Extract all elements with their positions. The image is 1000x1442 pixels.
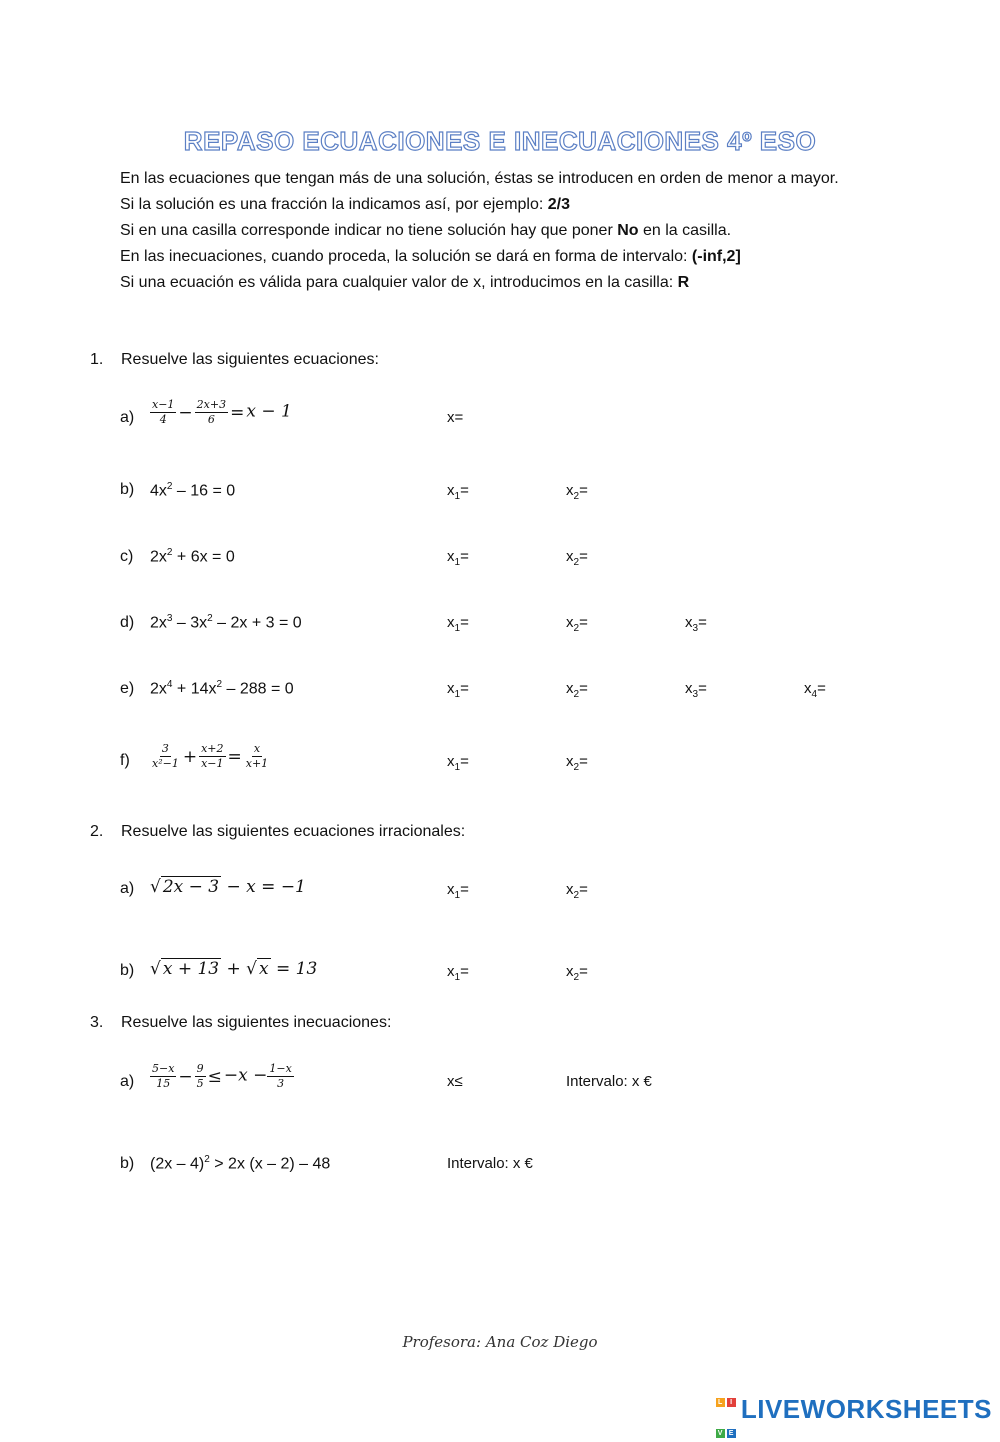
intro-line-4: En las inecuaciones, cuando proceda, la solución se dará en forma de intervalo: (-inf,2] [120,248,741,265]
item-2a-label: a) [120,880,135,897]
equation-1c: $2x^2 + 6x = 0$ [150,547,235,566]
item-3b-label: b) [120,1155,135,1172]
page-title: REPASO ECUACIONES E INECUACIONES 4º ESO [183,126,817,156]
intro-line-2: Si la solución es una fracción la indicamos así, por ejemplo: 2/3 [120,196,571,213]
answer-2b-x2[interactable]: $x_2=$ [566,963,588,983]
answer-1f-x2[interactable]: $x_2=$ [566,753,588,773]
item-2b-label: b) [120,962,135,979]
answer-1e-x4[interactable]: $x_4=$ [804,680,826,700]
item-1b-label: b) [120,481,135,498]
answer-1e-x2[interactable]: $x_2=$ [566,680,588,700]
answer-2b-x1[interactable]: $x_1=$ [447,963,469,983]
answer-1b-x2[interactable]: $x_2=$ [566,482,588,502]
answer-1c-x2[interactable]: $x_2=$ [566,548,588,568]
liveworksheets-brand: L I V ELIVEWORKSHEETS [715,1380,992,1442]
section-1-title: Resuelve las siguientes ecuaciones: [121,351,379,368]
answer-2a-x1[interactable]: $x_1=$ [447,881,469,901]
intro-line-1: En las ecuaciones que tengan más de una solución, éstas se introducen en orden de menor a mayor. [120,170,839,187]
answer-1b-x1[interactable]: $x_1=$ [447,482,469,502]
section-2-title: Resuelve las siguientes ecuaciones irracionales: [121,823,466,840]
teacher-signature: Profesora: Ana Coz Diego [402,1333,598,1351]
equation-1d: $2x^3 - 3x^2 - 2x + 3 = 0$ [150,613,302,632]
answer-1e-x1[interactable]: $x_1=$ [447,680,469,700]
section-3-title: Resuelve las siguientes inecuaciones: [121,1014,392,1031]
answer-2a-x2[interactable]: $x_2=$ [566,881,588,901]
answer-1d-x1[interactable]: $x_1=$ [447,614,469,634]
section-2-number: 2. [90,823,104,840]
equation-2a: √ 2x − 3 − x = −1 [150,877,306,897]
item-1c-label: c) [120,548,134,565]
section-1-number: 1. [90,351,104,368]
inequation-3a: $\frac{5-x}{15}$ − $\frac{9}{5}$ ≤ −x − $\frac{1-x}{3}$ [152,1062,292,1090]
answer-3a-interval[interactable]: Intervalo: x € [566,1073,652,1090]
equation-1a: $\frac{x-1}{4}$ − $\frac{2x+3}{6}$ = x − 1 [152,398,292,426]
answer-1a-x[interactable]: x= [447,409,464,426]
equation-1f: $\frac{3}{\text{x²−1}}$ + $\frac{x+2}{x-1}$ = $\frac{x}{x+1}$ [152,742,269,770]
item-1e-label: e) [120,680,135,697]
answer-3b-interval[interactable]: Intervalo: x € [447,1155,533,1172]
answer-3a-x[interactable]: x≤ [447,1073,463,1090]
item-3a-label: a) [120,1073,135,1090]
equation-1e: $2x^4 + 14x^2 - 288 = 0$ [150,679,294,698]
equation-1b: $4x^2 - 16 = 0$ [150,481,236,500]
item-1f-label: f) [120,752,130,769]
answer-1d-x3[interactable]: $x_3=$ [685,614,707,634]
equation-2b: √ x + 13 + √ x = 13 [150,959,318,979]
intro-line-5: Si una ecuación es válida para cualquier valor de x, introducimos en la casilla: R [120,274,690,291]
item-1a-label: a) [120,409,135,426]
answer-1f-x1[interactable]: $x_1=$ [447,753,469,773]
answer-1e-x3[interactable]: $x_3=$ [685,680,707,700]
liveworksheets-logo-icon: L I V E [717,1399,734,1437]
answer-1c-x1[interactable]: $x_1=$ [447,548,469,568]
inequation-3b: (2x – 4)$^2$ > 2x (x – 2) – 48 [150,1154,331,1173]
item-1d-label: d) [120,614,135,631]
answer-1d-x2[interactable]: $x_2=$ [566,614,588,634]
section-3-number: 3. [90,1014,104,1031]
intro-line-3: Si en una casilla corresponde indicar no tiene solución hay que poner No en la casilla. [120,222,732,239]
